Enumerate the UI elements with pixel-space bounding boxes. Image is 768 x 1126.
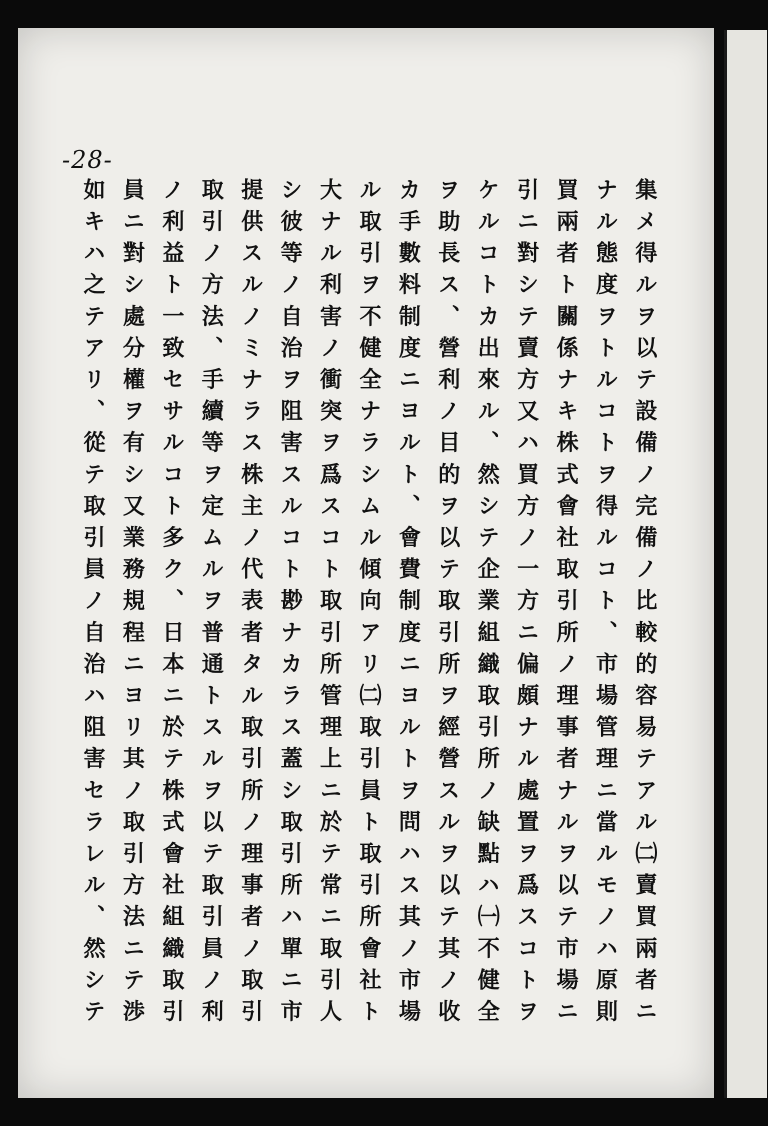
text-column-9: 大ナル利害ノ衝突ヲ爲スコト取引所管理上ニ於テ常ニ取引人: [316, 178, 342, 1032]
text-column-6: ヲ助長ス、營利ノ目的ヲ以テ取引所ヲ經營スルヲ以テ其ノ收: [434, 178, 460, 1032]
text-column-4: 引ニ對シテ賣方又ハ買方ノ一方ニ偏頗ナル處置ヲ爲スコトヲ: [513, 178, 539, 1032]
text-column-10: シ彼等ノ自治ヲ阻害スルコト尠ナカラス蓋シ取引所ハ單ニ市: [277, 178, 303, 1032]
next-page-edge: [724, 30, 767, 1098]
text-column-12: 取引ノ方法、手續等ヲ定ムルヲ普通トスルヲ以テ取引員ノ利: [198, 178, 224, 1032]
text-column-5: ケルコトカ出來ル、然シテ企業組織取引所ノ缺點ハ㈠不健全: [474, 178, 500, 1032]
text-column-3: 買兩者ト關係ナキ株式會社取引所ノ理事者ナルヲ以テ市場ニ: [553, 178, 579, 1032]
text-column-15: 如キハ之テアリ、從テ取引員ノ自治ハ阻害セラレル、然シテ: [80, 178, 105, 1032]
text-column-1: 集メ得ルヲ以テ設備ノ完備ノ比較的容易テアル㈡賣買兩者ニ: [631, 178, 657, 1032]
page-number: -28-: [62, 146, 113, 174]
text-column-11: 提供スルノミナラス株主ノ代表者タル取引所ノ理事者ノ取引: [237, 178, 263, 1032]
text-column-8: ル取引ヲ不健全ナラシムル傾向アリ㈡取引員ト取引所會社ト: [355, 178, 381, 1032]
vertical-text-body: [78, 178, 658, 1038]
text-column-2: ナル態度ヲトルコトヲ得ルコト、市場管理ニ當ルモノハ原則: [592, 178, 618, 1032]
text-column-7: カ手數料制度ニヨルト、會費制度ニヨルトヲ問ハス其ノ市場: [395, 178, 421, 1032]
text-column-14: 員ニ對シ處分權ヲ有シ又業務規程ニヨリ其ノ取引方法ニテ渉: [119, 178, 145, 1032]
text-column-13: ノ利益ト一致セサルコト多ク、日本ニ於テ株式會社組織取引: [158, 178, 184, 1032]
